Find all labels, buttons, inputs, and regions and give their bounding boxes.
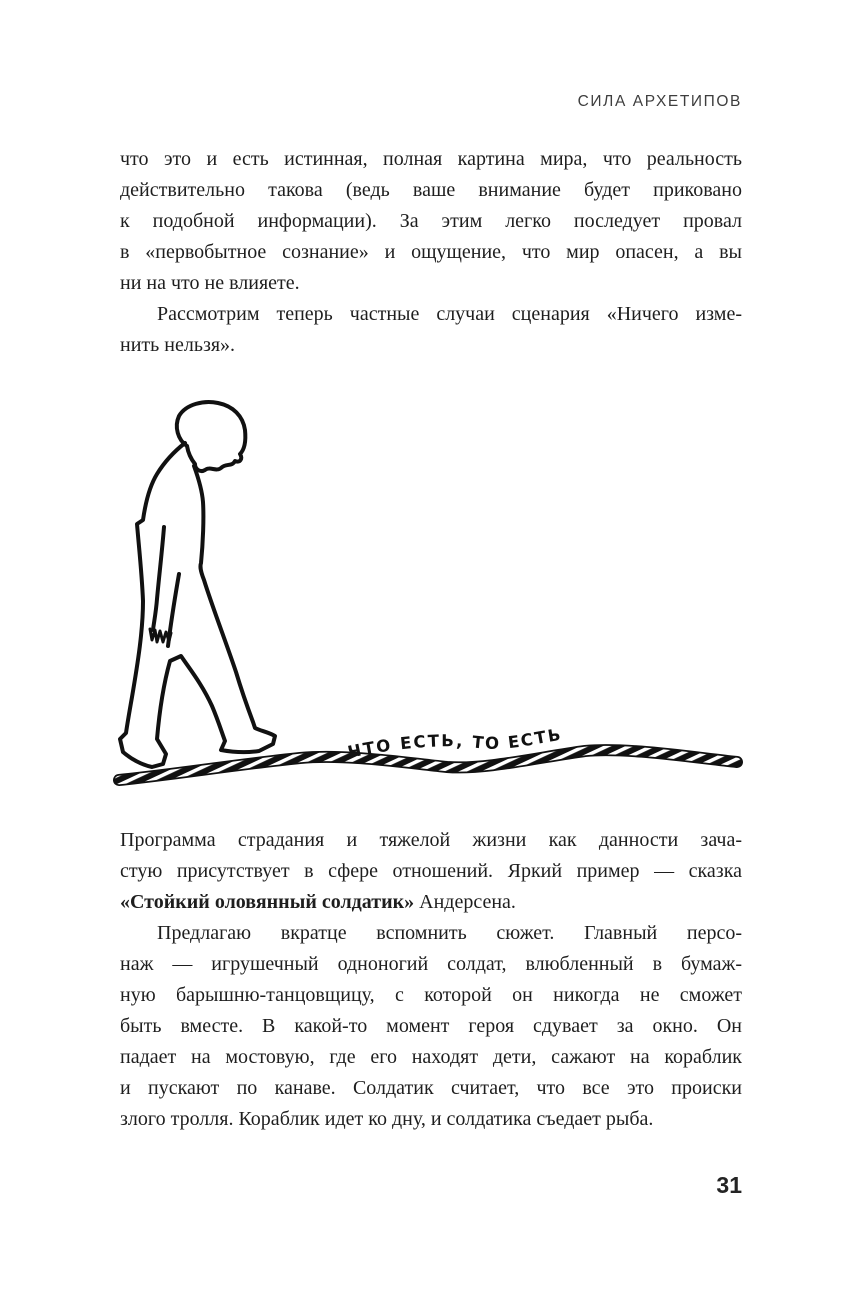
figure-hand [150, 629, 171, 642]
figure-arm [153, 527, 164, 630]
text-line: нить нельзя». [120, 334, 236, 356]
illustration-caption: ЧТО ЕСТЬ, ТО ЕСТЬ [346, 724, 564, 762]
running-header: СИЛА АРХЕТИПОВ [577, 93, 742, 110]
rope-path [119, 750, 737, 780]
text-line: в «первобытное сознание» и ощущение, что мир опасен, а вы [120, 241, 742, 263]
text-line: Рассмотрим теперь частные случаи сценария «Ничего изме- [157, 303, 742, 325]
page-number: 31 [716, 1172, 742, 1198]
text-block-bottom [120, 825, 742, 1135]
figure-head [177, 402, 246, 471]
text-line: падает на мостовую, где его находят дети, сажают на кораблик [120, 1046, 742, 1068]
paragraph [120, 918, 742, 1135]
text-line: ную барышню-танцовщицу, с которой он никогда не сможет [120, 984, 742, 1006]
text-line: стую присутствует в сфере отношений. Яркий пример — сказка [120, 860, 742, 882]
text-block-top [120, 144, 742, 361]
text-line: «Стойкий оловянный солдатик» Андерсена. [120, 891, 516, 913]
text-line: и пускают по канаве. Солдатик считает, что все это происки [120, 1077, 742, 1099]
text-line: к подобной информации). За этим легко последует провал [120, 210, 742, 232]
walking-figure [120, 402, 275, 767]
text-line: Предлагаю вкратце вспомнить сюжет. Главный персо- [157, 922, 742, 944]
paragraph [120, 825, 742, 918]
text-line: Программа страдания и тяжелой жизни как данности зача- [120, 829, 742, 851]
paragraph [120, 144, 742, 299]
figure-arm-front [168, 574, 179, 646]
paragraph [120, 299, 742, 361]
text-line: злого тролля. Кораблик идет ко дну, и солдатика съедает рыба. [120, 1108, 654, 1130]
text-line: быть вместе. В какой-то момент героя сдувает за окно. Он [120, 1015, 742, 1037]
text-line: наж — игрушечный одноногий солдат, влюбленный в бумаж- [120, 953, 742, 975]
text-line: действительно такова (ведь ваше внимание будет приковано [120, 179, 742, 201]
figure-body [120, 443, 275, 767]
text-line: ни на что не влияете. [120, 272, 300, 294]
text-line: что это и есть истинная, полная картина мира, что реальность [120, 148, 742, 170]
